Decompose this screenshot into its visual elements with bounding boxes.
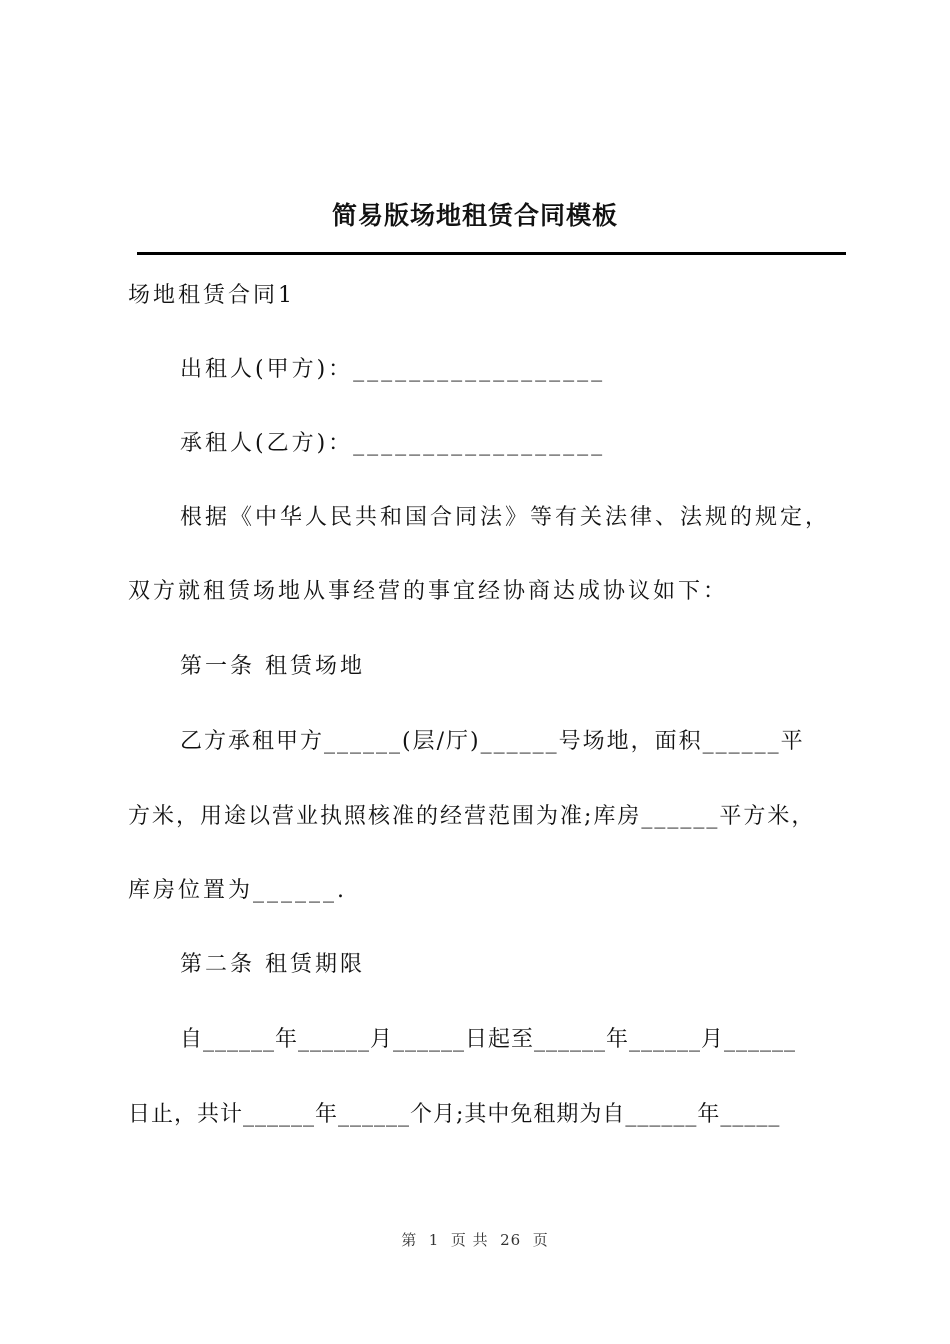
paragraph-line: 方米，用途以营业执照核准的经营范围为准;库房______平方米，	[128, 804, 816, 829]
paragraph-line: 自______年______月______日起至______年______月______	[180, 1027, 797, 1052]
title-rule	[137, 252, 846, 255]
article-heading: 第一条 租赁场地	[180, 654, 365, 679]
paragraph-line: 双方就租赁场地从事经营的事宜经协商达成协议如下：	[128, 579, 729, 604]
paragraph-line: 根据《中华人民共和国合同法》等有关法律、法规的规定，	[180, 505, 831, 530]
document-title: 简易版场地租赁合同模板	[331, 201, 618, 230]
paragraph-line: 乙方承租甲方______(层/厅)______号场地，面积______平	[180, 729, 805, 754]
lessee-line: 承租人(乙方)：__________________	[180, 431, 606, 456]
paragraph-line: 库房位置为______.	[128, 878, 347, 903]
lessor-line: 出租人(甲方)：__________________	[180, 357, 606, 382]
paragraph-line: 日止，共计______年______个月;其中免租期为自______年_____	[128, 1102, 781, 1127]
page-number: 第 1 页 共 26 页	[401, 1231, 549, 1249]
article-heading: 第二条 租赁期限	[180, 952, 365, 977]
section-heading: 场地租赁合同1	[128, 283, 295, 308]
